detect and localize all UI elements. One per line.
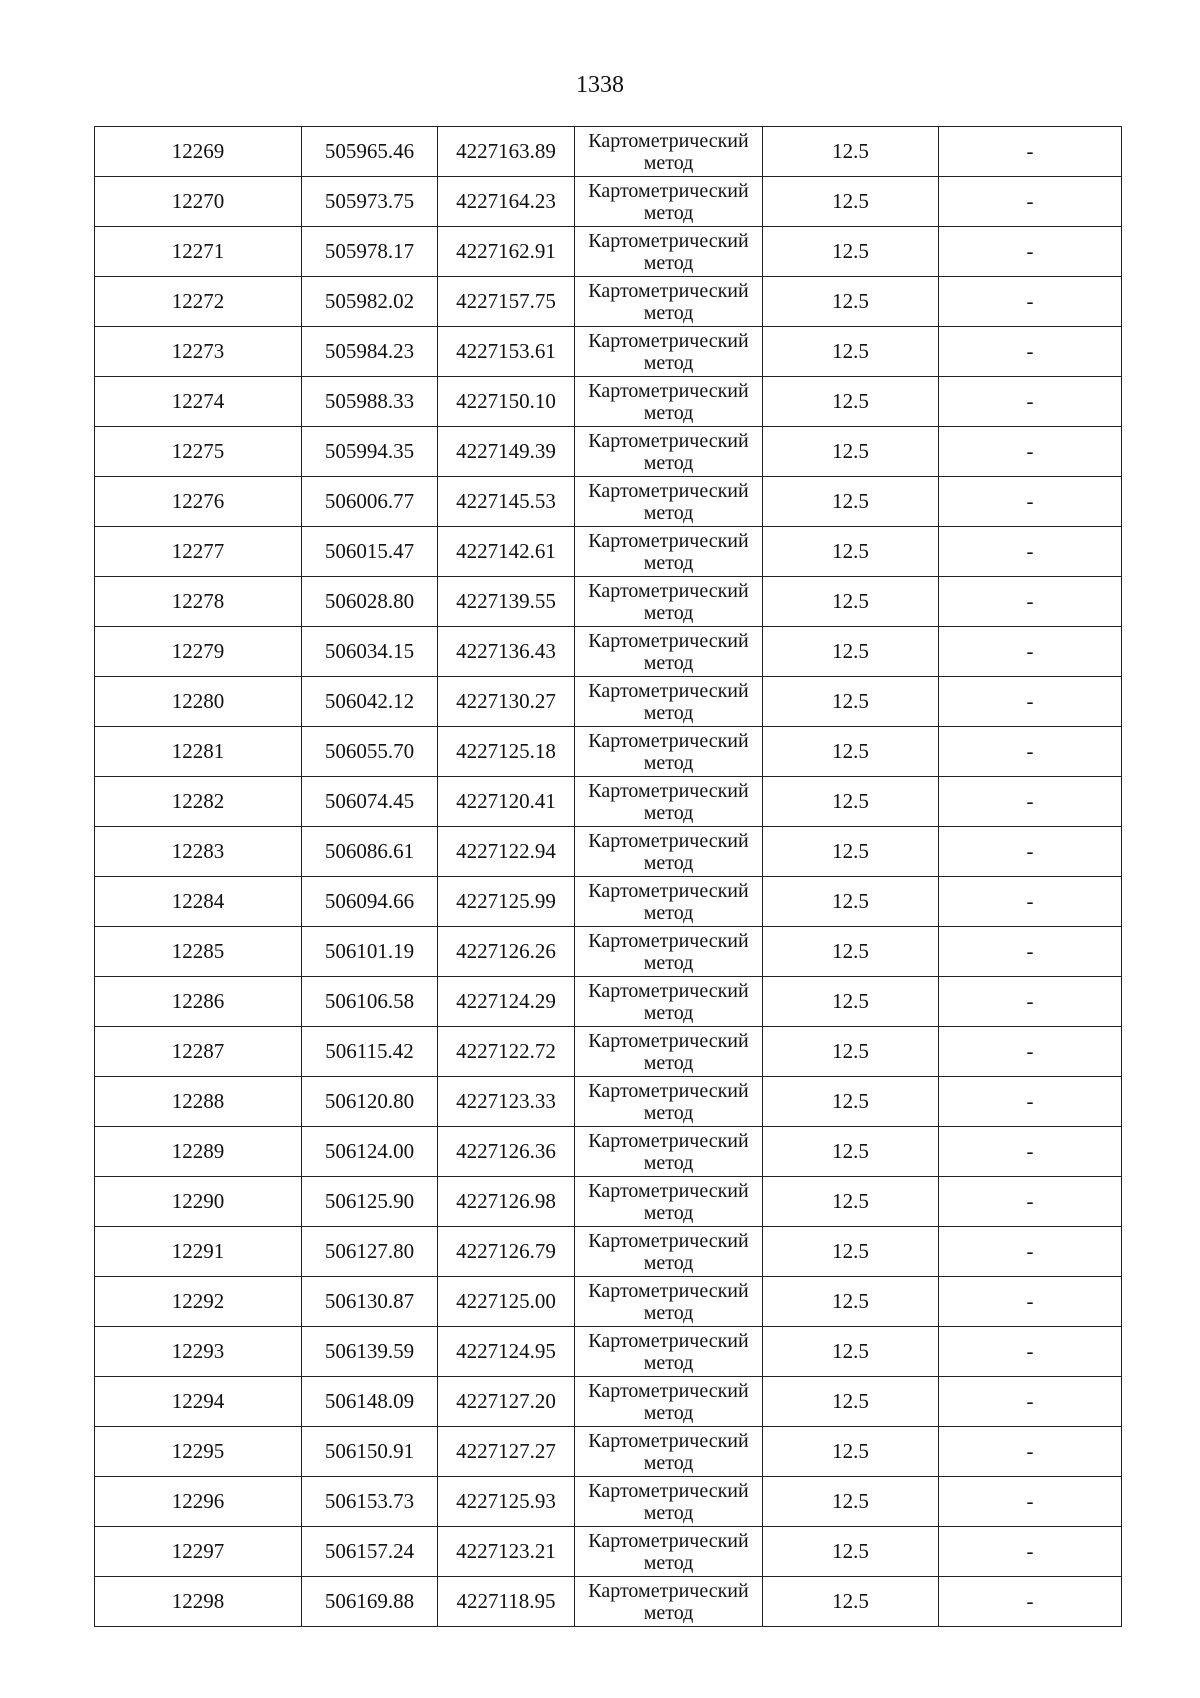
x-coordinate-cell: 506006.77 [302, 477, 438, 527]
table-row [95, 1527, 1122, 1577]
x-coordinate-cell: 505978.17 [302, 227, 438, 277]
method-line-2: метод [643, 451, 694, 474]
note-cell: - [939, 1177, 1122, 1227]
method-line-2: метод [643, 851, 694, 874]
y-coordinate-cell: 4227125.18 [438, 727, 575, 777]
note-cell: - [939, 1027, 1122, 1077]
point-number-cell: 12275 [95, 427, 302, 477]
table-row [95, 1427, 1122, 1477]
accuracy-cell: 12.5 [763, 1077, 939, 1127]
table-row [95, 1227, 1122, 1277]
method-cell [575, 177, 763, 227]
method-line-2: метод [643, 751, 694, 774]
method-cell [575, 627, 763, 677]
point-number-cell: 12288 [95, 1077, 302, 1127]
point-number-cell: 12294 [95, 1377, 302, 1427]
note-cell: - [939, 327, 1122, 377]
accuracy-cell: 12.5 [763, 127, 939, 177]
method-line-1: Картометрический [588, 129, 749, 152]
method-line-1: Картометрический [588, 1079, 749, 1102]
table-row [95, 677, 1122, 727]
x-coordinate-cell: 506169.88 [302, 1577, 438, 1627]
method-line-1: Картометрический [588, 1129, 749, 1152]
note-cell: - [939, 877, 1122, 927]
x-coordinate-cell: 505982.02 [302, 277, 438, 327]
accuracy-cell: 12.5 [763, 1327, 939, 1377]
x-coordinate-cell: 506124.00 [302, 1127, 438, 1177]
accuracy-cell: 12.5 [763, 627, 939, 677]
x-coordinate-cell: 506130.87 [302, 1277, 438, 1327]
note-cell: - [939, 777, 1122, 827]
note-cell: - [939, 577, 1122, 627]
accuracy-cell: 12.5 [763, 777, 939, 827]
method-line-2: метод [643, 951, 694, 974]
method-line-1: Картометрический [588, 1229, 749, 1252]
method-line-2: метод [643, 151, 694, 174]
method-line-2: метод [643, 1601, 694, 1624]
method-line-1: Картометрический [588, 329, 749, 352]
method-line-1: Картометрический [588, 1579, 749, 1602]
y-coordinate-cell: 4227145.53 [438, 477, 575, 527]
method-cell [575, 1577, 763, 1627]
y-coordinate-cell: 4227142.61 [438, 527, 575, 577]
table-row [95, 1177, 1122, 1227]
method-line-2: метод [643, 301, 694, 324]
method-line-1: Картометрический [588, 279, 749, 302]
table-row [95, 1577, 1122, 1627]
y-coordinate-cell: 4227126.26 [438, 927, 575, 977]
method-line-1: Картометрический [588, 1529, 749, 1552]
method-line-2: метод [643, 901, 694, 924]
point-number-cell: 12298 [95, 1577, 302, 1627]
table-row [95, 527, 1122, 577]
accuracy-cell: 12.5 [763, 477, 939, 527]
point-number-cell: 12297 [95, 1527, 302, 1577]
method-line-1: Картометрический [588, 629, 749, 652]
note-cell: - [939, 427, 1122, 477]
method-line-2: метод [643, 1151, 694, 1174]
point-number-cell: 12283 [95, 827, 302, 877]
method-cell [575, 427, 763, 477]
y-coordinate-cell: 4227120.41 [438, 777, 575, 827]
point-number-cell: 12290 [95, 1177, 302, 1227]
point-number-cell: 12284 [95, 877, 302, 927]
method-cell [575, 1027, 763, 1077]
method-line-1: Картометрический [588, 1479, 749, 1502]
point-number-cell: 12289 [95, 1127, 302, 1177]
accuracy-cell: 12.5 [763, 677, 939, 727]
accuracy-cell: 12.5 [763, 577, 939, 627]
method-line-2: метод [643, 1501, 694, 1524]
x-coordinate-cell: 506127.80 [302, 1227, 438, 1277]
method-line-1: Картометрический [588, 979, 749, 1002]
table-row [95, 877, 1122, 927]
table-row [95, 927, 1122, 977]
note-cell: - [939, 827, 1122, 877]
x-coordinate-cell: 505973.75 [302, 177, 438, 227]
accuracy-cell: 12.5 [763, 227, 939, 277]
x-coordinate-cell: 506094.66 [302, 877, 438, 927]
x-coordinate-cell: 505994.35 [302, 427, 438, 477]
method-line-1: Картометрический [588, 1379, 749, 1402]
method-line-1: Картометрический [588, 1029, 749, 1052]
table-row [95, 177, 1122, 227]
method-line-2: метод [643, 1401, 694, 1424]
table-row [95, 827, 1122, 877]
x-coordinate-cell: 505984.23 [302, 327, 438, 377]
note-cell: - [939, 527, 1122, 577]
table-row [95, 1377, 1122, 1427]
y-coordinate-cell: 4227127.27 [438, 1427, 575, 1477]
note-cell: - [939, 1127, 1122, 1177]
accuracy-cell: 12.5 [763, 377, 939, 427]
method-line-1: Картометрический [588, 879, 749, 902]
method-cell [575, 1377, 763, 1427]
method-line-2: метод [643, 501, 694, 524]
method-cell [575, 1527, 763, 1577]
method-line-1: Картометрический [588, 1329, 749, 1352]
table-row [95, 1127, 1122, 1177]
method-cell [575, 327, 763, 377]
x-coordinate-cell: 506139.59 [302, 1327, 438, 1377]
point-number-cell: 12293 [95, 1327, 302, 1377]
point-number-cell: 12278 [95, 577, 302, 627]
point-number-cell: 12287 [95, 1027, 302, 1077]
point-number-cell: 12291 [95, 1227, 302, 1277]
point-number-cell: 12272 [95, 277, 302, 327]
x-coordinate-cell: 505965.46 [302, 127, 438, 177]
accuracy-cell: 12.5 [763, 977, 939, 1027]
point-number-cell: 12273 [95, 327, 302, 377]
method-line-2: метод [643, 201, 694, 224]
method-line-2: метод [643, 1051, 694, 1074]
method-line-2: метод [643, 1201, 694, 1224]
note-cell: - [939, 1577, 1122, 1627]
accuracy-cell: 12.5 [763, 827, 939, 877]
accuracy-cell: 12.5 [763, 1477, 939, 1527]
method-cell [575, 1077, 763, 1127]
y-coordinate-cell: 4227124.29 [438, 977, 575, 1027]
y-coordinate-cell: 4227162.91 [438, 227, 575, 277]
accuracy-cell: 12.5 [763, 1427, 939, 1477]
accuracy-cell: 12.5 [763, 1177, 939, 1227]
method-line-2: метод [643, 1101, 694, 1124]
method-cell [575, 1177, 763, 1227]
accuracy-cell: 12.5 [763, 1577, 939, 1627]
method-cell [575, 527, 763, 577]
y-coordinate-cell: 4227125.00 [438, 1277, 575, 1327]
table-row [95, 277, 1122, 327]
method-cell [575, 127, 763, 177]
x-coordinate-cell: 506074.45 [302, 777, 438, 827]
method-line-1: Картометрический [588, 1179, 749, 1202]
note-cell: - [939, 1227, 1122, 1277]
note-cell: - [939, 227, 1122, 277]
table-row [95, 777, 1122, 827]
accuracy-cell: 12.5 [763, 877, 939, 927]
method-line-2: метод [643, 401, 694, 424]
table-body [95, 127, 1122, 1627]
table-row [95, 727, 1122, 777]
method-line-1: Картометрический [588, 1279, 749, 1302]
method-line-2: метод [643, 651, 694, 674]
method-line-1: Картометрический [588, 929, 749, 952]
table-row [95, 377, 1122, 427]
table-row [95, 227, 1122, 277]
point-number-cell: 12286 [95, 977, 302, 1027]
y-coordinate-cell: 4227122.72 [438, 1027, 575, 1077]
method-cell [575, 977, 763, 1027]
method-line-2: метод [643, 1251, 694, 1274]
x-coordinate-cell: 506055.70 [302, 727, 438, 777]
y-coordinate-cell: 4227163.89 [438, 127, 575, 177]
method-line-1: Картометрический [588, 679, 749, 702]
note-cell: - [939, 977, 1122, 1027]
y-coordinate-cell: 4227153.61 [438, 327, 575, 377]
table-row [95, 1327, 1122, 1377]
y-coordinate-cell: 4227123.33 [438, 1077, 575, 1127]
note-cell: - [939, 927, 1122, 977]
note-cell: - [939, 677, 1122, 727]
point-number-cell: 12292 [95, 1277, 302, 1327]
accuracy-cell: 12.5 [763, 1227, 939, 1277]
accuracy-cell: 12.5 [763, 1277, 939, 1327]
method-line-1: Картометрический [588, 379, 749, 402]
y-coordinate-cell: 4227157.75 [438, 277, 575, 327]
method-cell [575, 927, 763, 977]
note-cell: - [939, 1377, 1122, 1427]
y-coordinate-cell: 4227125.93 [438, 1477, 575, 1527]
method-line-1: Картометрический [588, 479, 749, 502]
point-number-cell: 12279 [95, 627, 302, 677]
y-coordinate-cell: 4227139.55 [438, 577, 575, 627]
table-row [95, 577, 1122, 627]
method-cell [575, 577, 763, 627]
method-line-2: метод [643, 1351, 694, 1374]
note-cell: - [939, 1077, 1122, 1127]
x-coordinate-cell: 505988.33 [302, 377, 438, 427]
note-cell: - [939, 1527, 1122, 1577]
accuracy-cell: 12.5 [763, 1127, 939, 1177]
x-coordinate-cell: 506153.73 [302, 1477, 438, 1527]
x-coordinate-cell: 506150.91 [302, 1427, 438, 1477]
method-line-1: Картометрический [588, 579, 749, 602]
method-line-2: метод [643, 1001, 694, 1024]
x-coordinate-cell: 506028.80 [302, 577, 438, 627]
x-coordinate-cell: 506042.12 [302, 677, 438, 727]
point-number-cell: 12285 [95, 927, 302, 977]
table-row [95, 127, 1122, 177]
accuracy-cell: 12.5 [763, 427, 939, 477]
note-cell: - [939, 1477, 1122, 1527]
y-coordinate-cell: 4227118.95 [438, 1577, 575, 1627]
accuracy-cell: 12.5 [763, 727, 939, 777]
method-line-2: метод [643, 251, 694, 274]
x-coordinate-cell: 506106.58 [302, 977, 438, 1027]
accuracy-cell: 12.5 [763, 1377, 939, 1427]
method-cell [575, 1327, 763, 1377]
note-cell: - [939, 1327, 1122, 1377]
note-cell: - [939, 727, 1122, 777]
y-coordinate-cell: 4227149.39 [438, 427, 575, 477]
coordinates-table [94, 126, 1122, 1627]
point-number-cell: 12277 [95, 527, 302, 577]
table-row [95, 1477, 1122, 1527]
x-coordinate-cell: 506125.90 [302, 1177, 438, 1227]
method-cell [575, 1277, 763, 1327]
x-coordinate-cell: 506120.80 [302, 1077, 438, 1127]
y-coordinate-cell: 4227150.10 [438, 377, 575, 427]
method-line-2: метод [643, 1301, 694, 1324]
point-number-cell: 12280 [95, 677, 302, 727]
point-number-cell: 12269 [95, 127, 302, 177]
y-coordinate-cell: 4227126.98 [438, 1177, 575, 1227]
point-number-cell: 12271 [95, 227, 302, 277]
note-cell: - [939, 277, 1122, 327]
accuracy-cell: 12.5 [763, 177, 939, 227]
y-coordinate-cell: 4227127.20 [438, 1377, 575, 1427]
x-coordinate-cell: 506086.61 [302, 827, 438, 877]
method-line-2: метод [643, 1451, 694, 1474]
accuracy-cell: 12.5 [763, 327, 939, 377]
y-coordinate-cell: 4227136.43 [438, 627, 575, 677]
note-cell: - [939, 627, 1122, 677]
x-coordinate-cell: 506015.47 [302, 527, 438, 577]
accuracy-cell: 12.5 [763, 1027, 939, 1077]
accuracy-cell: 12.5 [763, 527, 939, 577]
note-cell: - [939, 1427, 1122, 1477]
method-cell [575, 877, 763, 927]
method-cell [575, 277, 763, 327]
method-cell [575, 777, 763, 827]
note-cell: - [939, 377, 1122, 427]
point-number-cell: 12281 [95, 727, 302, 777]
table-row [95, 427, 1122, 477]
y-coordinate-cell: 4227164.23 [438, 177, 575, 227]
table-row [95, 1027, 1122, 1077]
note-cell: - [939, 477, 1122, 527]
method-line-1: Картометрический [588, 229, 749, 252]
table-row [95, 627, 1122, 677]
table-row [95, 1077, 1122, 1127]
method-line-1: Картометрический [588, 829, 749, 852]
y-coordinate-cell: 4227125.99 [438, 877, 575, 927]
y-coordinate-cell: 4227123.21 [438, 1527, 575, 1577]
method-cell [575, 1427, 763, 1477]
accuracy-cell: 12.5 [763, 927, 939, 977]
x-coordinate-cell: 506148.09 [302, 1377, 438, 1427]
x-coordinate-cell: 506101.19 [302, 927, 438, 977]
method-line-1: Картометрический [588, 779, 749, 802]
note-cell: - [939, 127, 1122, 177]
point-number-cell: 12296 [95, 1477, 302, 1527]
x-coordinate-cell: 506115.42 [302, 1027, 438, 1077]
method-line-2: метод [643, 1551, 694, 1574]
method-line-1: Картометрический [588, 179, 749, 202]
method-cell [575, 477, 763, 527]
accuracy-cell: 12.5 [763, 1527, 939, 1577]
x-coordinate-cell: 506034.15 [302, 627, 438, 677]
y-coordinate-cell: 4227124.95 [438, 1327, 575, 1377]
x-coordinate-cell: 506157.24 [302, 1527, 438, 1577]
method-line-1: Картометрический [588, 529, 749, 552]
point-number-cell: 12274 [95, 377, 302, 427]
point-number-cell: 12270 [95, 177, 302, 227]
y-coordinate-cell: 4227122.94 [438, 827, 575, 877]
method-cell [575, 827, 763, 877]
method-cell [575, 1127, 763, 1177]
point-number-cell: 12276 [95, 477, 302, 527]
method-line-2: метод [643, 551, 694, 574]
point-number-cell: 12295 [95, 1427, 302, 1477]
table-row [95, 327, 1122, 377]
method-line-1: Картометрический [588, 429, 749, 452]
method-cell [575, 1477, 763, 1527]
method-line-1: Картометрический [588, 729, 749, 752]
method-cell [575, 727, 763, 777]
page-number: 1338 [576, 72, 624, 98]
accuracy-cell: 12.5 [763, 277, 939, 327]
method-line-2: метод [643, 601, 694, 624]
method-cell [575, 377, 763, 427]
y-coordinate-cell: 4227130.27 [438, 677, 575, 727]
method-cell [575, 1227, 763, 1277]
method-line-2: метод [643, 801, 694, 824]
table-row [95, 477, 1122, 527]
method-line-1: Картометрический [588, 1429, 749, 1452]
method-line-2: метод [643, 351, 694, 374]
method-cell [575, 227, 763, 277]
method-line-2: метод [643, 701, 694, 724]
y-coordinate-cell: 4227126.36 [438, 1127, 575, 1177]
note-cell: - [939, 177, 1122, 227]
method-cell [575, 677, 763, 727]
y-coordinate-cell: 4227126.79 [438, 1227, 575, 1277]
note-cell: - [939, 1277, 1122, 1327]
table-row [95, 977, 1122, 1027]
table-row [95, 1277, 1122, 1327]
point-number-cell: 12282 [95, 777, 302, 827]
